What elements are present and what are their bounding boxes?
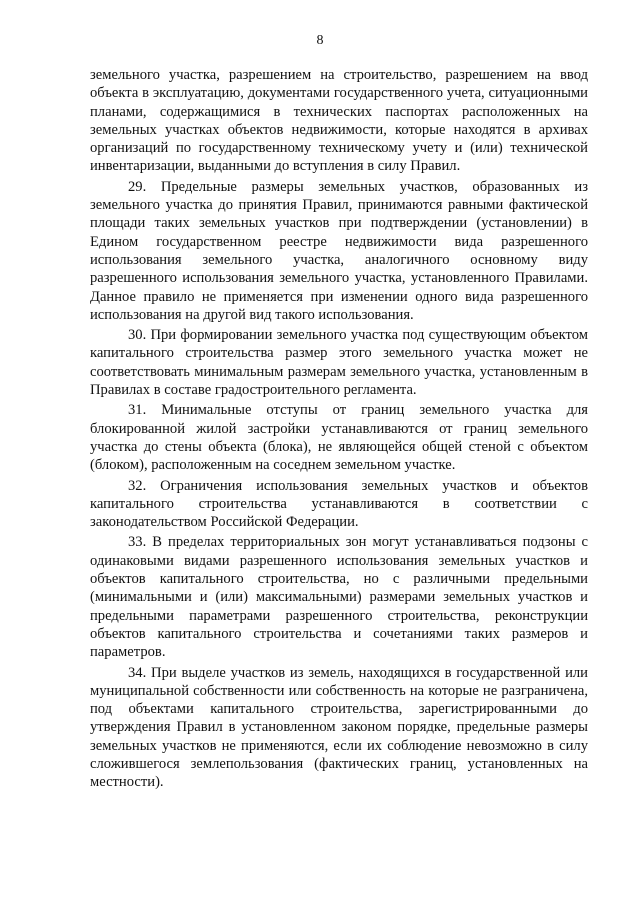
document-body bbox=[90, 66, 588, 794]
paragraph-continuation: земельного участка, разрешением на строительство, разрешением на ввод объекта в эксплуатацию, документами государственного учета, ситуационными планами, содержащимися в технических паспортах расположенных на земельных участках объектов недвижимости, которые находятся в архивах организаций по государственному техническому учету и (или) технической инвентаризации, выданными до вступления в силу Правил. bbox=[90, 67, 588, 175]
paragraph-34: 34. При выделе участков из земель, находящихся в государственной или муниципальной собственности или собственность на которые не разграничена, под объектами капитального строительства, зарегистрированными до утверждения Правил в установленном законом порядке, предельные размеры земельных участков не применяются, если их соблюдение невозможно в силу сложившегося землепользования (фактических границ, установленных на местности). bbox=[90, 664, 588, 791]
paragraph-33: 33. В пределах территориальных зон могут устанавливаться подзоны с одинаковыми видами разрешенного использования земельных участков и объектов капитального строительства, но с различными предельными (минимальными и (или) максимальными) размерами земельных участков и предельными параметрами разрешенного строительства, реконструкции объектов капитального строительства и сочетаниями таких размеров и параметров. bbox=[90, 534, 588, 661]
paragraph-31: 31. Минимальные отступы от границ земельного участка для блокированной жилой застройки устанавливаются от границ земельного участка до стены объекта (блока), не являющейся общей стеной с объектом (блоком), расположенным на соседнем земельном участке. bbox=[90, 402, 588, 474]
paragraph-32: 32. Ограничения использования земельных участков и объектов капитального строительства устанавливаются в соответствии с законодательством Российской Федерации. bbox=[90, 477, 588, 531]
page-number: 8 bbox=[316, 33, 324, 48]
paragraph-29: 29. Предельные размеры земельных участков, образованных из земельного участка до принятия Правил, принимаются равными фактической площади таких земельных участков при подтверждении (установлении) в Едином государственном реестре недвижимости вида разрешенного использования земельного участка, аналогичного основному виду разрешенного использования земельного участка, установленного Правилами. Данное правило не применяется при изменении одного вида разрешенного использования на другой вид такого использования. bbox=[90, 178, 588, 323]
paragraph-30: 30. При формировании земельного участка под существующим объектом капитального строительства размер этого земельного участка может не соответствовать минимальным размерам земельного участка, установленным в Правилах в составе градостроительного регламента. bbox=[90, 327, 588, 399]
